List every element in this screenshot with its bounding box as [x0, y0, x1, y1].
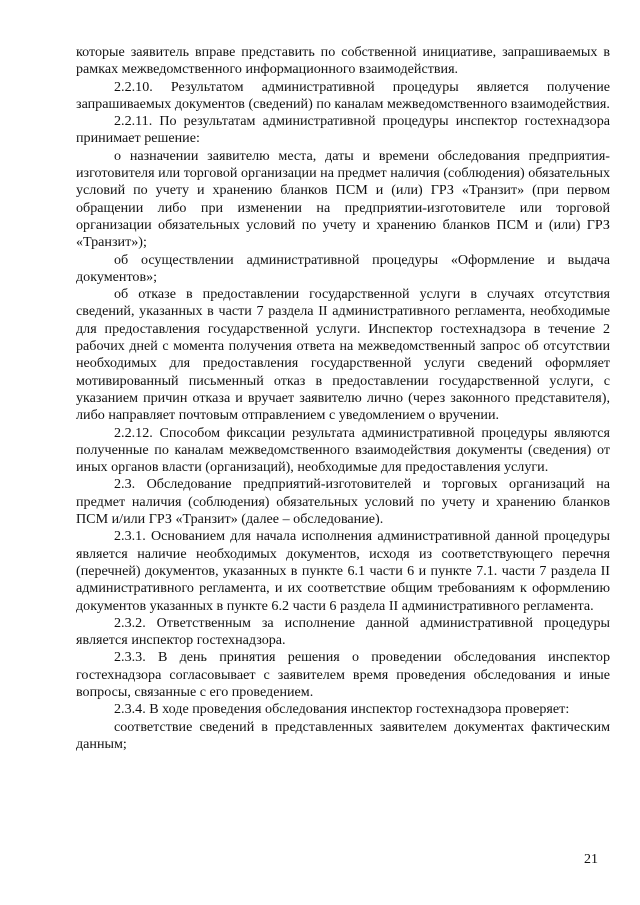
- paragraph-check-compliance: соответствие сведений в представленных заявителем документах фактическим данным;: [76, 718, 610, 752]
- paragraph-decision-procedure: об осуществлении административной процедуры «Оформление и выдача документов»;: [76, 251, 610, 285]
- paragraph-2-3-4: 2.3.4. В ходе проведения обследования инспектор гостехнадзора проверяет:: [114, 701, 570, 718]
- paragraph-2-2-10: 2.2.10. Результатом административной процедуры является получение запрашиваемых документов (сведений) по каналам межведомственного взаимодействия.: [76, 78, 610, 112]
- paragraph-2-3: 2.3. Обследование предприятий-изготовителей и торговых организаций на предмет наличия (соблюдения) обязательных условий по учету и хранению бланков ПСМ и/или ГРЗ «Транзит» (далее – обследование).: [76, 476, 610, 528]
- paragraph-decision-inspection: о назначении заявителю места, даты и времени обследования предприятия-изготовителя или торговой организации на предмет наличия (соблюдения) обязательных условий по учету и хранению бланков ПСМ и (или) ГРЗ «Транзит» (при первом обращении либо при изменении на предприятии-изготовителе или торговой организации обязательных условий по учету и хранению бланков ПСМ и (или) ГРЗ «Транзит»);: [76, 147, 610, 251]
- page-number: 21: [584, 852, 598, 867]
- paragraph-2-3-1: 2.3.1. Основанием для начала исполнения административной данной процедуры является наличие необходимых документов, исходя из соответствующего перечня (перечней) документов, указанных в пункте 6.1 части 6 и пункте 7.1. части 7 раздела II административного регламента, и их соответствие общим требованиям к оформлению документов указанных в пункте 6.2 части 6 раздела II административного регламента.: [76, 528, 610, 614]
- paragraph-decision-refusal: об отказе в предоставлении государственной услуги в случаях отсутствия сведений, указанных в части 7 раздела II административного регламента, необходимые для предоставления государственной услуги. Инспектор гостехнадзора в течение 2 рабочих дней с момента получения ответа на межведомственный запрос об отсутствии необходимых для предоставления государственной услуги сведений оформляет мотивированный письменный отказ в предоставлении государственной услуги, с указанием причин отказа и вручает заявителю лично (через законного представителя), либо направляет почтовым отправлением с уведомлением о вручении.: [76, 286, 610, 424]
- paragraph-2-3-3: 2.3.3. В день принятия решения о проведении обследования инспектор гостехнадзора согласовывает с заявителем время проведения обследования и иные вопросы, связанные с его проведением.: [76, 649, 610, 700]
- document-body: [76, 44, 610, 753]
- paragraph-continuation: которые заявитель вправе представить по собственной инициативе, запрашиваемых в рамках межведомственного информационного взаимодействия.: [76, 44, 610, 78]
- paragraph-2-3-2: 2.3.2. Ответственным за исполнение данной административной процедуры является инспектор гостехнадзора.: [76, 614, 610, 649]
- paragraph-2-2-12: 2.2.12. Способом фиксации результата административной процедуры являются полученные по каналам межведомственного взаимодействия документы (сведения) от иных органов власти (организаций), необходимые для предоставления услуги.: [76, 424, 610, 476]
- paragraph-2-2-11: 2.2.11. По результатам административной процедуры инспектор гостехнадзора принимает решение:: [76, 113, 610, 147]
